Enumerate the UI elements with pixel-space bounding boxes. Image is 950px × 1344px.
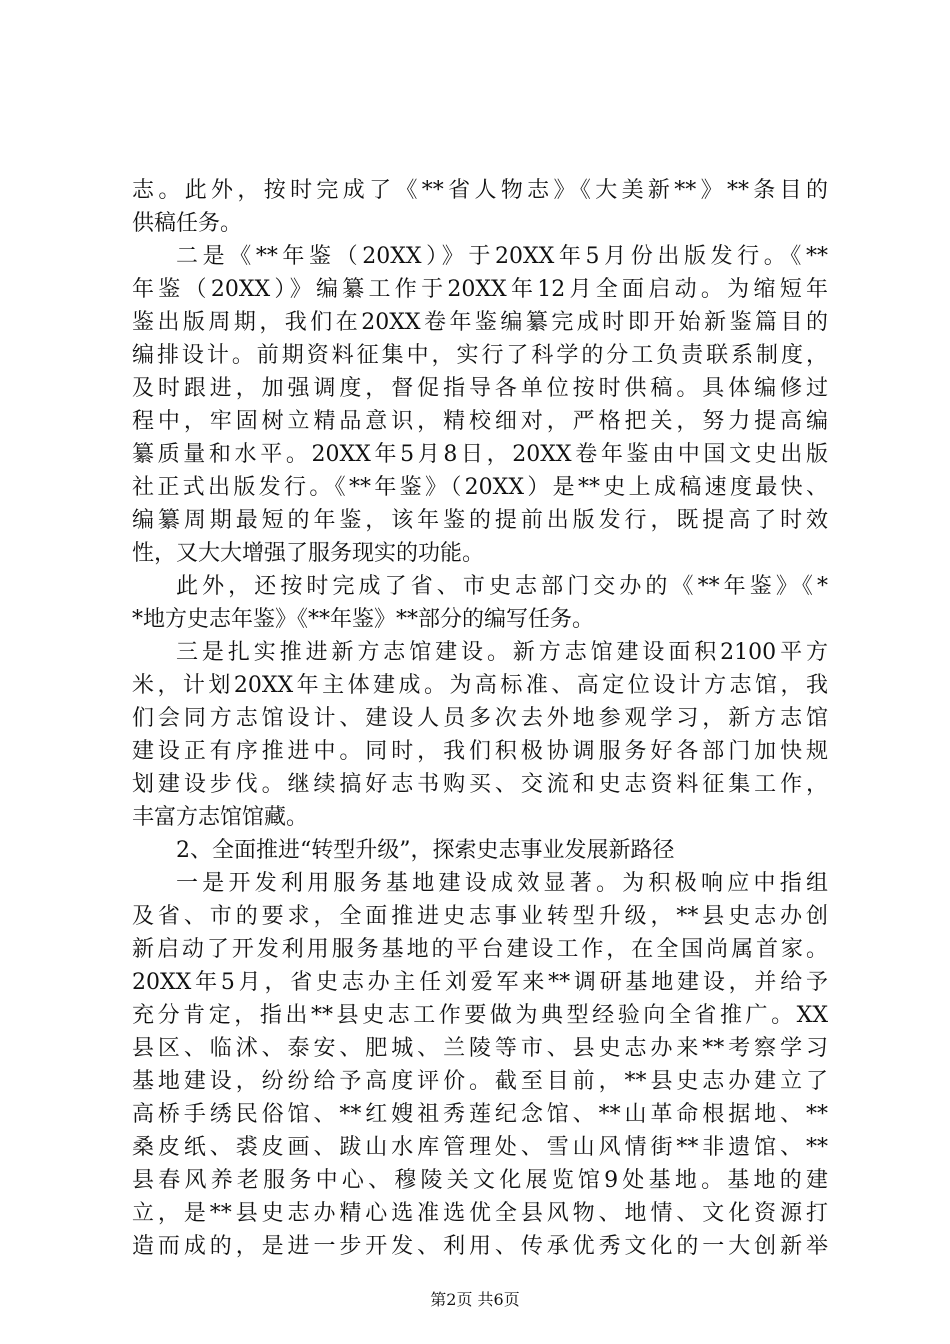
text-line: 20XX年5月，省史志办主任刘爱军来**调研基地建设，并给予 xyxy=(132,970,828,995)
text-line: 一是开发利用服务基地建设成效显著。为积极响应中指组 xyxy=(176,871,828,896)
text-line: 性，又大大增强了服务现实的功能。 xyxy=(132,541,485,566)
text-line: 桑皮纸、裘皮画、跋山水库管理处、雪山风情街**非遗馆、** xyxy=(132,1135,828,1160)
text-line: 米，计划20XX年主体建成。为高标准、高定位设计方志馆，我 xyxy=(132,673,828,698)
text-line: 鉴出版周期，我们在20XX卷年鉴编纂完成时即开始新鉴篇目的 xyxy=(132,310,828,335)
text-line: 立，是**县史志办精心选准选优全县风物、地情、文化资源打 xyxy=(132,1201,828,1226)
text-line: 程中，牢固树立精品意识，精校细对，严格把关，努力提高编 xyxy=(132,409,828,434)
text-line: 编纂周期最短的年鉴，该年鉴的提前出版发行，既提高了时效 xyxy=(132,508,828,533)
text-line: 县春风养老服务中心、穆陵关文化展览馆9处基地。基地的建 xyxy=(132,1168,828,1193)
text-line: 划建设步伐。继续搞好志书购买、交流和史志资料征集工作， xyxy=(132,772,828,797)
text-line: 社正式出版发行。《**年鉴》（20XX）是**史上成稿速度最快、 xyxy=(132,475,828,500)
text-line: 建设正有序推进中。同时，我们积极协调服务好各部门加快规 xyxy=(132,739,828,764)
text-line: 编排设计。前期资料征集中，实行了科学的分工负责联系制度， xyxy=(132,343,828,368)
text-line: 二是《**年鉴（20XX）》于20XX年5月份出版发行。《** xyxy=(176,244,828,269)
text-line: 们会同方志馆设计、建设人员多次去外地参观学习，新方志馆 xyxy=(132,706,828,731)
text-line: *地方史志年鉴》《**年鉴》**部分的编写任务。 xyxy=(132,607,595,632)
text-line: 志。此外，按时完成了《**省人物志》《大美新**》**条目的 xyxy=(132,178,828,203)
text-line: 丰富方志馆馆藏。 xyxy=(132,805,309,830)
text-line: 年鉴（20XX）》编纂工作于20XX年12月全面启动。为缩短年 xyxy=(132,277,828,302)
text-line: 2、全面推进“转型升级”，探索史志事业发展新路径 xyxy=(176,838,675,863)
text-line: 及时跟进，加强调度，督促指导各单位按时供稿。具体编修过 xyxy=(132,376,828,401)
text-line: 县区、临沭、泰安、肥城、兰陵等市、县史志办来**考察学习 xyxy=(132,1036,828,1061)
text-line: 高桥手绣民俗馆、**红嫂祖秀莲纪念馆、**山革命根据地、** xyxy=(132,1102,828,1127)
text-line: 纂质量和水平。20XX年5月8日，20XX卷年鉴由中国文史出版 xyxy=(132,442,828,467)
text-line: 及省、市的要求，全面推进史志事业转型升级，**县史志办创 xyxy=(132,904,828,929)
text-line: 此外，还按时完成了省、市史志部门交办的《**年鉴》《* xyxy=(176,574,828,599)
text-line: 供稿任务。 xyxy=(132,211,243,236)
text-line: 新启动了开发利用服务基地的平台建设工作，在全国尚属首家。 xyxy=(132,937,828,962)
text-line: 充分肯定，指出**县史志工作要做为典型经验向全省推广。XX xyxy=(132,1003,828,1028)
text-line: 基地建设，纷纷给予高度评价。截至目前，**县史志办建立了 xyxy=(132,1069,828,1094)
text-line: 造而成的，是进一步开发、利用、传承优秀文化的一大创新举 xyxy=(132,1234,828,1259)
body-text xyxy=(132,174,828,1263)
page-footer: 第2页 共6页 xyxy=(430,1290,520,1309)
text-line: 三是扎实推进新方志馆建设。新方志馆建设面积2100平方 xyxy=(176,640,828,665)
